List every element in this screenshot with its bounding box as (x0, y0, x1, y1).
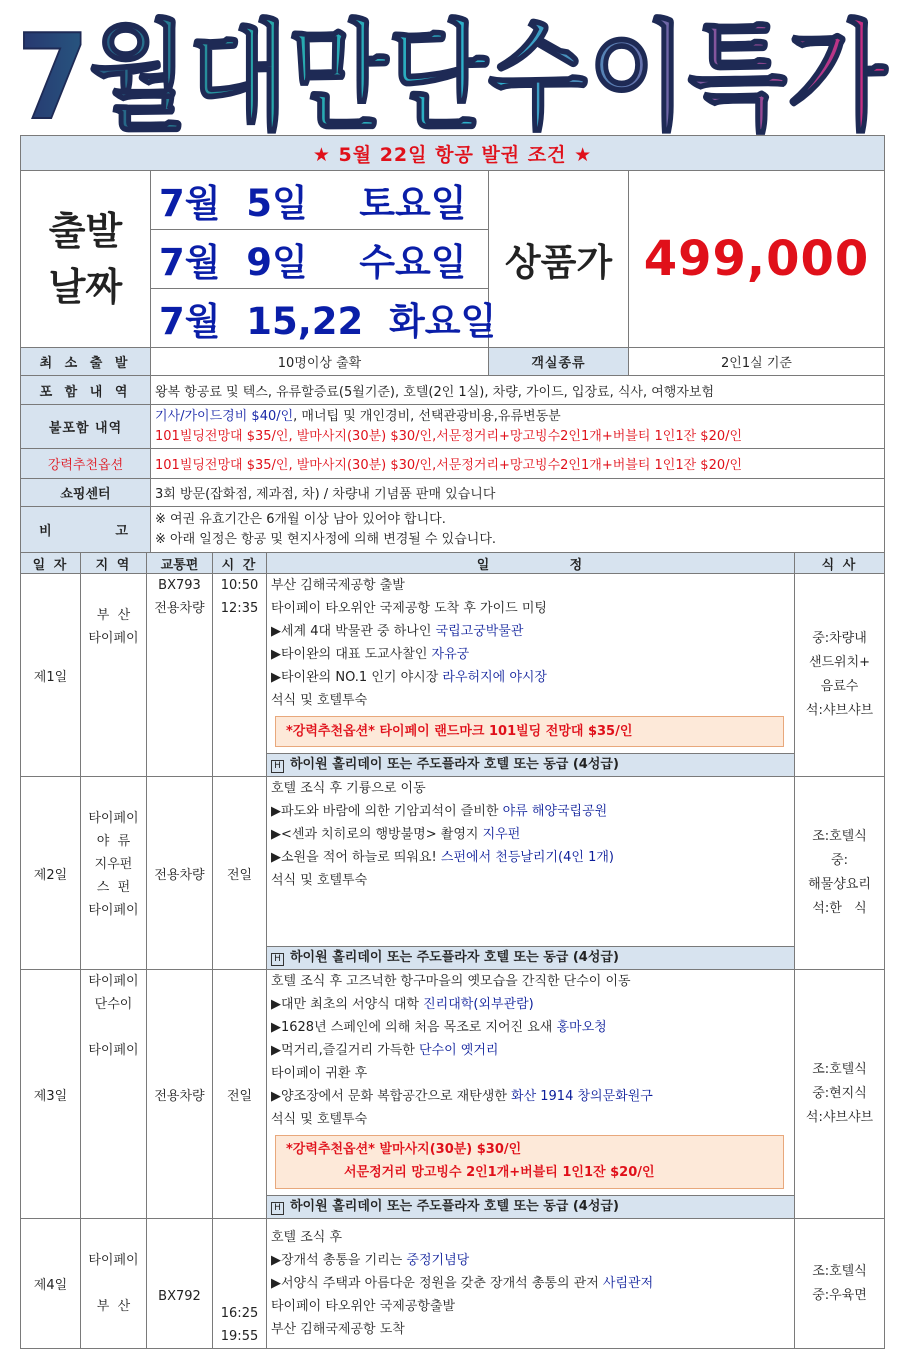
sight-shilin-residence: 사림관저 (602, 1276, 654, 1291)
hotel-line: H 하이원 홀리데이 또는 주도플라자 호텔 또는 동급 (4성급) (267, 947, 795, 970)
sight-shifen-lantern: 스펀에서 천등날리기(4인 1개) (440, 850, 614, 865)
hotel-icon: H (271, 760, 284, 773)
day-times: 전일 (213, 777, 267, 970)
summary-table (20, 135, 885, 553)
departure-date-2: 7월 9일 수요일 (151, 230, 489, 289)
day-regions: 타이페이 야 류 지우펀 스 펀 타이페이 (81, 777, 147, 970)
day-schedule: 호텔 조식 후 고즈넉한 항구마을의 옛모습을 간직한 단수이 이동 ▶대만 최초의 서양식 대학 진리대학(외부관람) ▶1628년 스페인에 의해 처음 목조로 지어진 요새 홍마오청 ▶먹거리,즐길거리 가득한 단수이 옛거리 타이페이 귀환 후 ▶양조장에서 문화 복합공간으로 재탄생한 화산 1914 창의문화원구 석식 및 호텔투숙 *강력추천옵션* 발마사지(30분) $30/인 서문정거리 망고빙수 2인1개+버블티 1인1잔 $20/인 (267, 970, 795, 1196)
col-meal: 식 사 (795, 553, 885, 574)
hotel-icon: H (271, 1202, 284, 1215)
exclude-label: 불포함 내역 (21, 405, 151, 449)
note-label: 비 고 (21, 507, 151, 553)
itinerary-day-1 (21, 574, 885, 754)
include-label: 포 함 내 역 (21, 376, 151, 405)
col-transport: 교통편 (147, 553, 213, 574)
day-times: 전일 (213, 970, 267, 1219)
day-meals: 조:호텔식 중: 해물샹요리 석:한 식 (795, 777, 885, 970)
sight-ziyou-temple: 자유궁 (431, 647, 470, 662)
product-sheet (20, 135, 884, 1349)
sight-cks-memorial-hall: 중정기념당 (406, 1253, 470, 1268)
day-label: 제2일 (21, 777, 81, 970)
day-label: 제1일 (21, 574, 81, 777)
day-regions: 타이페이 부 산 (81, 1219, 147, 1349)
col-day: 일 자 (21, 553, 81, 574)
min-departure-value: 10명이상 출확 (151, 348, 489, 376)
day-transport: 전용차량 (147, 777, 213, 970)
hotel-line: H 하이원 홀리데이 또는 주도플라자 호텔 또는 동급 (4성급) (267, 1196, 795, 1219)
exclude-options: 101빌딩전망대 $35/인, 발마사지(30분) $30/인,서문정거리+망고빙수2인1개+버블티 1인1잔 $20/인 (155, 428, 743, 444)
day-times: 16:25 19:55 (213, 1219, 267, 1349)
product-price: 499,000 (629, 171, 885, 348)
departure-date-3: 7월 15,22 화요일 (151, 289, 489, 348)
col-region: 지 역 (81, 553, 147, 574)
day-schedule: 호텔 조식 후 ▶장개석 총통을 기리는 중정기념당 ▶서양식 주택과 아름다운 정원을 갖춘 장개석 총통의 관저 사림관저 타이페이 타오위안 국제공항출발 부산 김해국제공항 도착 (267, 1219, 795, 1349)
note-value: ※ 여권 유효기간은 6개월 이상 남아 있어야 합니다. ※ 아래 일정은 항공 및 현지사정에 의해 변경될 수 있습니다. (151, 507, 885, 553)
option-box: *강력추천옵션* 타이페이 랜드마크 101빌딩 전망대 $35/인 (275, 716, 784, 747)
sight-tamsui-old-street: 단수이 옛거리 (418, 1043, 499, 1058)
col-schedule: 일 정 (267, 553, 795, 574)
sight-aletheia-university: 진리대학(외부관람) (423, 997, 534, 1012)
day-meals: 조:호텔식 중:현지식 석:샤브샤브 (795, 970, 885, 1219)
itinerary-day-2 (21, 777, 885, 947)
itinerary-day-4 (21, 1219, 885, 1349)
day-transport: BX792 (147, 1219, 213, 1349)
sight-yehliu-geopark: 야류 해양국립공원 (502, 804, 608, 819)
col-time: 시 간 (213, 553, 267, 574)
day-label: 제4일 (21, 1219, 81, 1349)
shopping-label: 쇼핑센터 (21, 479, 151, 507)
itinerary-table (20, 552, 885, 1349)
sight-huashan-1914: 화산 1914 창의문화원구 (511, 1089, 653, 1104)
day-transport: BX793 전용차량 (147, 574, 213, 777)
exclude-value: 기사/가이드경비 $40/인, 매너팁 및 개인경비, 선택관광비용,유류변동분 101빌딩전망대 $35/인, 발마사지(30분) $30/인,서문정거리+망고빙수2인1개+버블티 1인1잔 $20/인 (151, 405, 885, 449)
day-times: 10:50 12:35 (213, 574, 267, 777)
include-value: 왕복 항공료 및 텍스, 유류할증료(5월기준), 호텔(2인 1실), 차량, 가이드, 입장료, 식사, 여행자보험 (151, 376, 885, 405)
departure-label: 출발 날짜 (21, 171, 151, 348)
shopping-value: 3회 방문(잡화점, 제과점, 차) / 차량내 기념품 판매 있습니다 (151, 479, 885, 507)
hotel-icon: H (271, 953, 284, 966)
banner-title: 7월대만단수이특가 (17, 8, 889, 135)
day-regions: 부 산 타이페이 (81, 574, 147, 777)
day-schedule: 부산 김해국제공항 출발 타이페이 타오위안 국제공항 도착 후 가이드 미팅 ▶세계 4대 박물관 중 하나인 국립고궁박물관 ▶타이완의 대표 도교사찰인 자유궁 ▶타이완의 NO.1 인기 야시장 라우허지에 야시장 석식 및 호텔투숙 *강력추천옵션* 타이페이 랜드마크 101빌딩 전망대 $35/인 (267, 574, 795, 754)
exclude-guide-fee: 기사/가이드경비 $40/인 (155, 408, 294, 424)
recommended-option-value: 101빌딩전망대 $35/인, 발마사지(30분) $30/인,서문정거리+망고빙수2인1개+버블티 1인1잔 $20/인 (151, 449, 885, 479)
sight-raohe-night-market: 라우허지에 야시장 (442, 670, 547, 685)
departure-date-1: 7월 5일 토요일 (151, 171, 489, 230)
day-label: 제3일 (21, 970, 81, 1219)
hotel-line: H 하이원 홀리데이 또는 주도플라자 호텔 또는 동급 (4성급) (267, 754, 795, 777)
day-meals: 중:차량내 샌드위치+ 음료수 석:샤브샤브 (795, 574, 885, 777)
sight-jiufen: 지우펀 (482, 827, 521, 842)
day-schedule: 호텔 조식 후 기륭으로 이동 ▶파도와 바람에 의한 기암괴석이 즐비한 야류 해양국립공원 ▶<센과 치히로의 행방불명> 촬영지 지우펀 ▶소원을 적어 하늘로 띄워요! 스펀에서 천등날리기(4인 1개) 석식 및 호텔투숙 (267, 777, 795, 947)
day-transport: 전용차량 (147, 970, 213, 1219)
option-box: *강력추천옵션* 발마사지(30분) $30/인 서문정거리 망고빙수 2인1개+버블티 1인1잔 $20/인 (275, 1135, 784, 1189)
sight-fort-santo-domingo: 홍마오청 (556, 1020, 607, 1035)
room-type-value: 2인1실 기준 (629, 348, 885, 376)
day-meals: 조:호텔식 중:우육면 (795, 1219, 885, 1349)
day-regions: 타이페이 단수이 타이페이 (81, 970, 147, 1219)
title-banner (0, 0, 905, 135)
min-departure-label: 최 소 출 발 (21, 348, 151, 376)
product-price-label: 상품가 (489, 171, 629, 348)
condition-banner: ★ 5월 22일 항공 발권 조건 ★ (21, 136, 885, 171)
room-type-label: 객실종류 (489, 348, 629, 376)
itinerary-day-3 (21, 970, 885, 1196)
recommended-option-label: 강력추천옵션 (21, 449, 151, 479)
sight-national-palace-museum: 국립고궁박물관 (435, 624, 524, 639)
